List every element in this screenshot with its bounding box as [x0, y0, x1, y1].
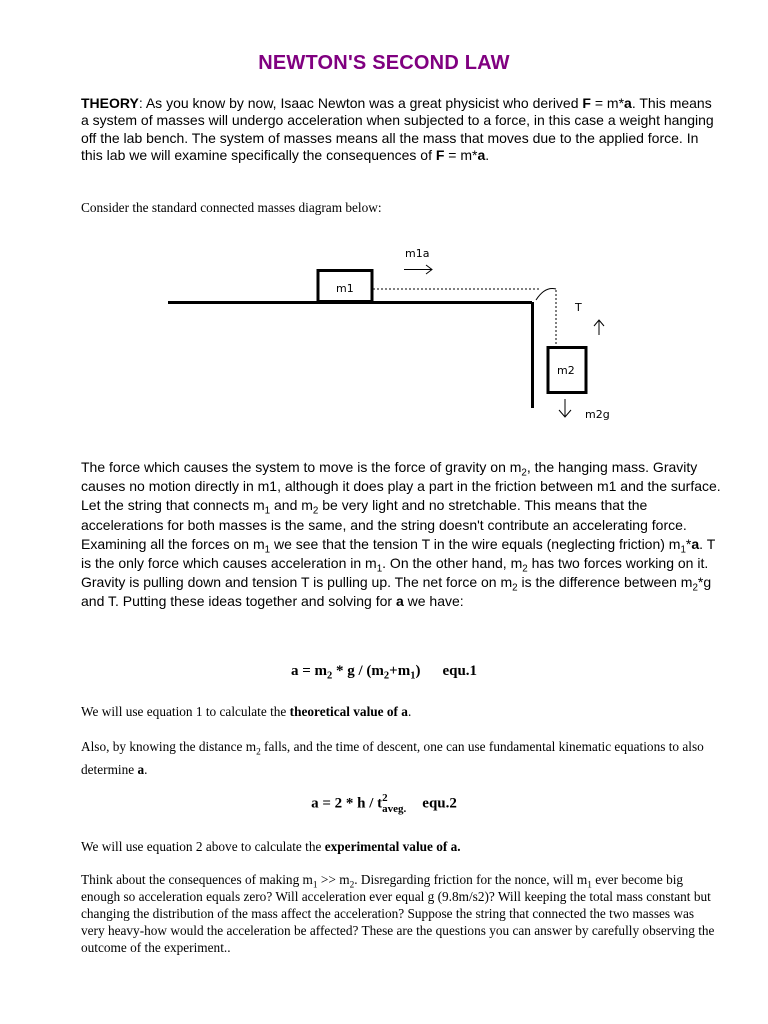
eq-subscript: 1	[410, 670, 416, 682]
text: we see that the tension T in the wire equals (neglecting friction) m	[270, 535, 681, 552]
formula-a: a	[624, 95, 632, 111]
subscript: 1	[376, 563, 383, 575]
text: be very light and no stretchable. This means that the accelerations for both masses is the same, and the string doesn't contribute an accelerating force. Examining all the forces on m	[81, 497, 687, 552]
subscript: 2	[312, 505, 319, 517]
subscript: 1	[680, 544, 686, 556]
text: We will use equation 2 above to calculate the	[81, 839, 325, 854]
equation-2	[0, 793, 768, 815]
diagram-intro: Consider the standard connected masses diagram below:	[81, 200, 382, 215]
bold-text: theoretical value of a	[289, 704, 408, 719]
theory-text: .	[485, 146, 490, 163]
m2-label: m2	[557, 364, 575, 377]
text: we have:	[403, 593, 464, 610]
text: Also, by knowing the distance m	[81, 739, 257, 754]
text: The force which causes the system to move is the force of gravity on m	[81, 459, 522, 475]
subscript: 2	[512, 582, 518, 594]
text: and m	[270, 497, 313, 514]
theory-label: THEORY	[81, 95, 139, 111]
text: . Disregarding friction for the nonce, will m	[354, 872, 588, 887]
theory-text: . This means a system of masses will undergo acceleration when subjected to a force, in this case a weight hanging off the lab bench. The system of masses means all the mass that moves due to the applied force. In this lab we will examine specifically the consequences of	[81, 95, 714, 163]
text: is the difference between m	[517, 574, 693, 591]
text: , the hanging mass. Gravity causes no motion directly in m1, although it does play a part in the friction between m1 and the surface. Let the string that connects m	[81, 459, 721, 514]
bold-text: a	[137, 761, 145, 777]
theory-text: : As you know by now, Isaac Newton was a great physicist who derived	[138, 95, 583, 111]
equation-2-label: equ.2	[422, 795, 457, 812]
subscript: 2	[521, 467, 527, 479]
text: *	[685, 535, 692, 552]
text: >> m	[317, 872, 350, 887]
questions-paragraph	[81, 871, 721, 956]
tension-label: T	[575, 301, 582, 314]
eq-text: a = 2 * h / t	[311, 795, 383, 812]
text: . T is the only force which causes acceleration in m	[81, 535, 715, 572]
subscript: 1	[312, 880, 318, 891]
equation-1-label: equ.1	[442, 663, 478, 679]
eq-text: a = m	[290, 663, 327, 679]
bold-a: a	[395, 593, 404, 610]
eq-subscript: aveg.	[382, 803, 407, 815]
text: . On the other hand, m	[382, 555, 523, 572]
text: falls, and the time of descent, one can use fundamental kinematic equations to also determine	[81, 739, 704, 777]
m2g-label: m2g	[585, 408, 610, 421]
subscript: 2	[256, 747, 261, 758]
formula-text: = m*	[444, 146, 478, 163]
force-paragraph	[81, 458, 721, 612]
text: .	[144, 761, 148, 777]
experimental-paragraph	[81, 838, 721, 855]
formula-text: = m*	[590, 95, 625, 111]
subscript: 1	[264, 544, 271, 556]
eq-text: * g / (m	[332, 663, 384, 679]
text: *g and T. Putting these ideas together and solving for	[81, 574, 712, 610]
eq-subscript: 2	[383, 670, 390, 682]
formula-F: F	[582, 95, 591, 111]
m1-label: m1	[336, 282, 354, 295]
subscript: 1	[587, 880, 592, 891]
connected-masses-diagram	[0, 0, 768, 440]
eq-subscript: 2	[326, 670, 333, 682]
text: Think about the consequences of making m	[81, 872, 313, 887]
bold-text: experimental value of a.	[324, 839, 461, 854]
page-title: NEWTON'S SECOND LAW	[258, 52, 510, 74]
text: .	[407, 704, 412, 719]
text: ever become big enough so acceleration equals zero? Will acceleration ever equal g (9.8m/s2)? Will keeping the total mass constant but changing the distribution of the mass affect the acceleration? Suppose the string that connected the two masses was very heavy-how would the acceleration be affected? These are the questions you can answer by carefully observing the outcome of the experiment..	[81, 872, 715, 955]
m1a-label: m1a	[405, 247, 430, 260]
subscript: 1	[264, 505, 271, 517]
kinematic-paragraph	[81, 736, 721, 781]
theoretical-paragraph	[81, 703, 721, 720]
formula-F: F	[435, 146, 445, 163]
subscript: 2	[522, 563, 528, 575]
eq-text: +m	[389, 663, 411, 679]
subscript: 2	[692, 582, 698, 594]
equation-1	[0, 663, 768, 680]
eq-text: )	[415, 663, 421, 679]
bold-a: a	[691, 535, 700, 552]
eq-superscript: 2	[382, 792, 388, 804]
formula-a: a	[477, 146, 486, 163]
subscript: 2	[349, 880, 355, 891]
text: We will use equation 1 to calculate the	[81, 704, 290, 719]
pulley	[536, 288, 556, 300]
text: has two forces working on it. Gravity is pulling down and tension T is pulling up. The net force on m	[81, 555, 709, 591]
